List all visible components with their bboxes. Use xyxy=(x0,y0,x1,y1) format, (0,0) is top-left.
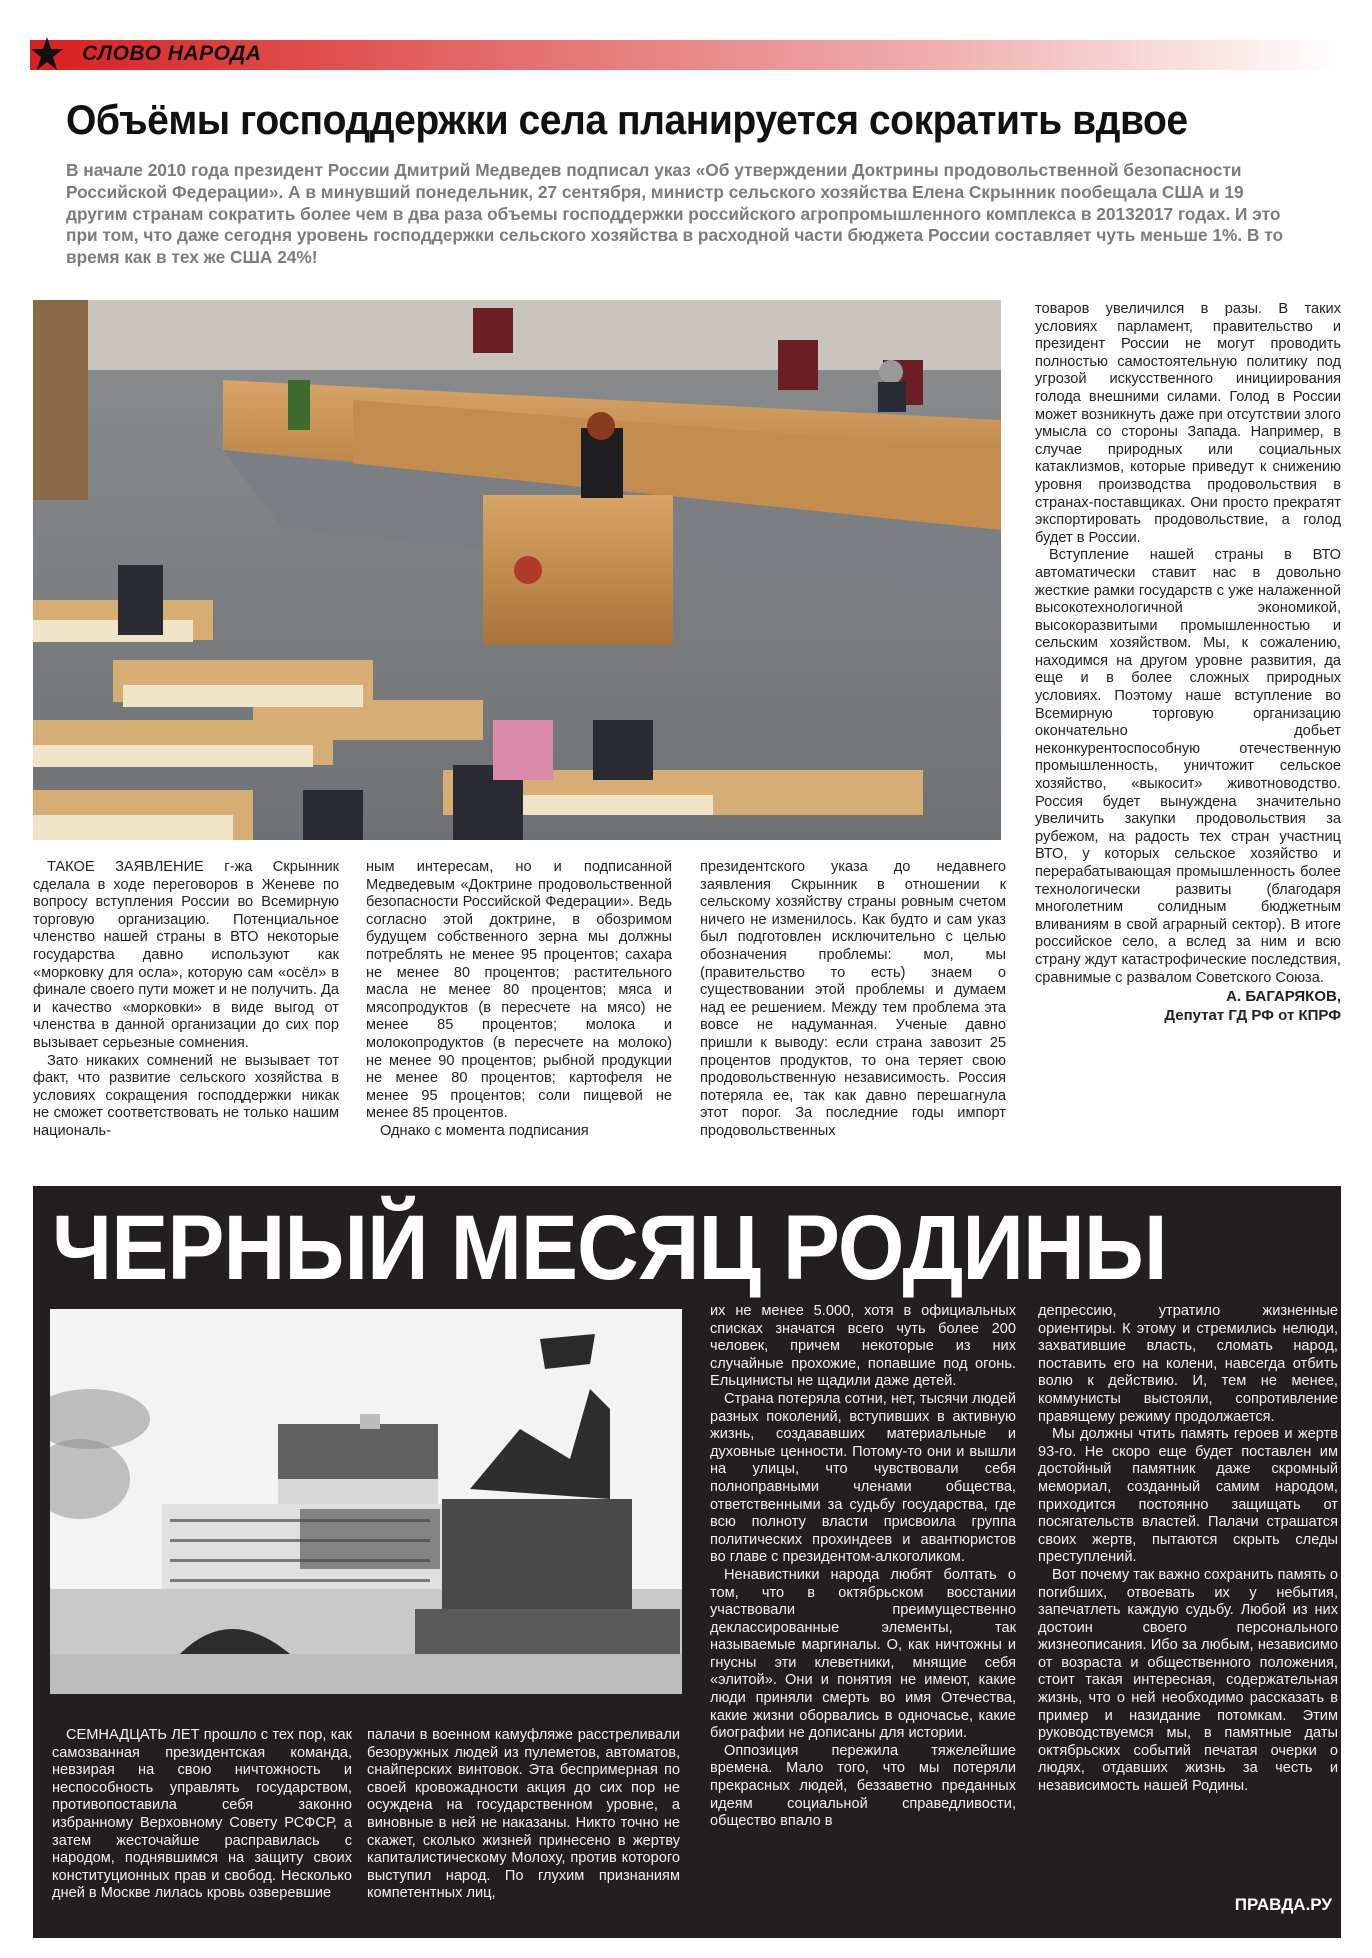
article2-column-4 xyxy=(1038,1303,1338,1796)
article1-column-4 xyxy=(1035,301,1341,1025)
paragraph: СЕМНАДЦАТЬ ЛЕТ прошло с тех пор, как самозванная президентская команда, невзирая на свою ничтожность и неспособность управлять государством, противопоставила себя законно избранному Верховному Совету РСФСР, а затем жесточайше расправилась с народом, поднявшимся на защиту своих конституционных прав и свобод. Несколько дней в Москве лилась кровь озверевшие xyxy=(52,1727,352,1902)
article-lead: В начале 2010 года президент России Дмитрий Медведев подписал указ «Об утверждении Доктрины продовольственной безопасности Российской Федерации». А в минувший понедельник, 27 сентября, министр сельского хозяйства Елена Скрынник пообещала США и 19 другим странам сократить более чем в два раза объемы господдержки российского агропромышленного комплекса в 20132017 годах. И это при том, что даже сегодня уровень господдержки сельского хозяйства в расходной части бюджета России составляет чуть меньше 1%. В то время как в тех же США 24%! xyxy=(66,160,1284,268)
source-credit: ПРАВДА.РУ xyxy=(1234,1895,1332,1914)
duma-hall-illustration xyxy=(33,300,1001,840)
article2-column-2 xyxy=(367,1727,680,1903)
paragraph: Однако с момента подписания xyxy=(380,1122,589,1139)
paragraph: президентского указа до недавнего заявления Скрынник в отношении к сельскому хозяйству страны ровным счетом ничего не изменилось. Как будто и сам указ был подготовлен исключительно с целью обозначения проблемы: мол, мы (правительство то есть) знаем о существовании этой проблемы и думаем над ее решением. Между тем проблема эта вовсе не надуманная. Ученые давно пришли к выводу: если страна завозит 25 процентов продуктов, то она теряет свою продовольственную независимость. Россия потеряла ее, так как давно перешагнула этот порог. За последние годы импорт продовольственных xyxy=(700,859,1006,1139)
paragraph: ным интересам, но и подписанной Медведевым «Доктрине продовольственной безопасности Российской Федерации». Ведь согласно этой доктрине, в обозримом будущем собственного зерна мы должны потреблять не менее 95 процентов; сахара не менее 80 процентов; растительного масла не менее 80 процентов; мяса и мясопродуктов (в пересчете на мясо) не менее 85 процентов; молока и молокопродуктов (в пересчете на молоко) не менее 90 процентов; рыбной продукции не менее 80 процентов; картофеля не менее 95 процентов; соли пищевой не менее 85 процентов. xyxy=(366,859,672,1122)
paragraph: Зато никаких сомнений не вызывает тот факт, что развитие сельского хозяйства в условиях сокращения господдержки никак не сможет соответствовать не только нашим националь- xyxy=(33,1052,339,1139)
paragraph: палачи в военном камуфляже расстреливали безоружных людей из пулеметов, автоматов, снайперских винтовок. Эта беспримерная по своей кровожадности акция до сих пор не осуждена на государственном уровне, а виновные в ней не наказаны. Никто точно не скажет, сколько жизней принесено в жертву капиталистическому Молоху, против которого выступил народ. По глухим признаниям компетентных лиц, xyxy=(367,1727,680,1902)
paragraph: товаров увеличился в разы. В таких условиях парламент, правительство и президент России не могут проводить полностью самостоятельную политику под угрозой искусственного инициирования голода внешними силами. Голод в России может возникнуть даже при отсутствии злого умысла со стороны Запада. Например, в случае природных или социальных катаклизмов, которые приведут к снижению уровня производства продовольствия в странах-поставщиках. Они просто прекратят экспортировать продовольствие, а голод будет в России. xyxy=(1035,301,1341,546)
paragraph: Вот почему так важно сохранить память о погибших, отвоевать их у небытия, запечатлеть каждую судьбу. Любой из них достоин своего персонального жизнеописания. Ибо за любым, независимо от возраста и общественного положения, стоит такая интересная, содержательная жизнь, что о ней необходимо рассказать в пример и назидание потомкам. Этим руководствуемся мы, в памятные даты октябрьских событий печатая очерки о людях, отдавших жизнь за честь и независимость нашей Родины. xyxy=(1038,1566,1338,1795)
star-icon xyxy=(30,36,64,72)
paragraph: Ненавистники народа любят болтать о том, что в октябрьском восстании участвовали преимущественно деклассированные элементы, так называемые маргиналы. О, как ничтожны и гнусны эти клеветники, мнящие себя «элитой». Они и понятия не имеют, какие люди приняли смерть во имя Отечества, какие жизни оборвались в одночасье, какие биографии не дописаны для истории. xyxy=(710,1566,1016,1742)
author-title: Депутат ГД РФ от КПРФ xyxy=(1164,1007,1341,1025)
paragraph: Мы должны чтить память героев и жертв 93-го. Не скоро еще будет поставлен им достойный памятник даже скромный мемориал, созданный самим народом, приходится постоянно защищать от посягательств властей. Палачи страшатся своих жертв, пытаются скрыть следы преступлений. xyxy=(1038,1426,1338,1566)
article2-column-1 xyxy=(52,1727,352,1903)
paragraph: Страна потеряла сотни, нет, тысячи людей разных поколений, вступивших в активную жизнь, создававших материальные и духовные ценности. Потому-то они и вышли на улицы, что чувствовали себя полноправными членами общества, ответственными за судьбу государства, где всю полноту власти присвоила группа политических прохиндеев и авантюристов во главе с президентом-алкоголиком. xyxy=(710,1390,1016,1566)
duma-photo xyxy=(33,300,1001,840)
article2-column-3 xyxy=(710,1303,1016,1831)
rubric-label: СЛОВО НАРОДА xyxy=(82,42,262,65)
white-house-illustration xyxy=(50,1309,682,1694)
paragraph: Оппозиция пережила тяжелейшие времена. Мало того, что мы потеряли прекрасных людей, беззаветно преданных идеям социальной справедливости, общество впало в xyxy=(710,1742,1016,1830)
paragraph: их не менее 5.000, хотя в официальных списках значатся всего чуть более 200 человек, причем некоторые из них случайные прохожие, попавшие под огонь. Ельцинисты не щадили даже детей. xyxy=(710,1303,1016,1390)
article1-column-2 xyxy=(366,859,672,1141)
article-headline: Объёмы господдержки села планируется сократить вдвое xyxy=(66,96,1188,143)
article1-column-1 xyxy=(33,859,339,1141)
paragraph: Вступление нашей страны в ВТО автоматически ставит нас в довольно жесткие рамки государств с уже налаженной высокотехнологичной экономикой, высокоразвитыми промышленностью и сельским хозяйством. Мы, к сожалению, находимся на другом уровне развития, да еще и в более сложных природных условиях. Поэтому наше вступление во Всемирную торговую организацию окончательно добьет неконкурентоспособную отечественную промышленность, уничтожит сельское хозяйство, «выкосит» животноводство. Россия будет вынуждена значительно увеличить закупки продовольствия за рубежом, на радость тех стран участниц ВТО, у которых сельское хозяйство и перерабатывающая промышленность более технологически развиты (благодаря многолетним солидным бюджетным вливаниям в свой аграрный сектор). В итоге российское село, а вслед за ним и всю страну ждут катастрофические последствия, сравнимые с развалом Советского Союза. xyxy=(1035,547,1341,986)
paragraph: ТАКОЕ ЗАЯВЛЕНИЕ г-жа Скрынник сделала в ходе переговоров в Женеве по вопросу вступления России во Всемирную торговую организацию. Потенциальное членство нашей страны в ВТО некоторые государства давно используют как «морковку для осла», которую сам «осёл» в финале своего пути может и не получить. Да и качество «морковки» в виде выгод от членства в данной организации до сих пор вызывает серьезные сомнения. xyxy=(33,859,339,1051)
section-headline: ЧЕРНЫЙ МЕСЯЦ РОДИНЫ xyxy=(52,1197,1167,1299)
author-name: А. БАГАРЯКОВ, xyxy=(1226,988,1341,1006)
white-house-photo xyxy=(50,1309,682,1694)
article1-column-3 xyxy=(700,859,1006,1141)
paragraph: депрессию, утратило жизненные ориентиры. К этому и стремились нелюди, захватившие власть, сломать народ, поставить его на колени, навсегда отбить волю к действию. И, тем не менее, коммунисты выстояли, сопротивление правящему режиму продолжается. xyxy=(1038,1303,1338,1425)
